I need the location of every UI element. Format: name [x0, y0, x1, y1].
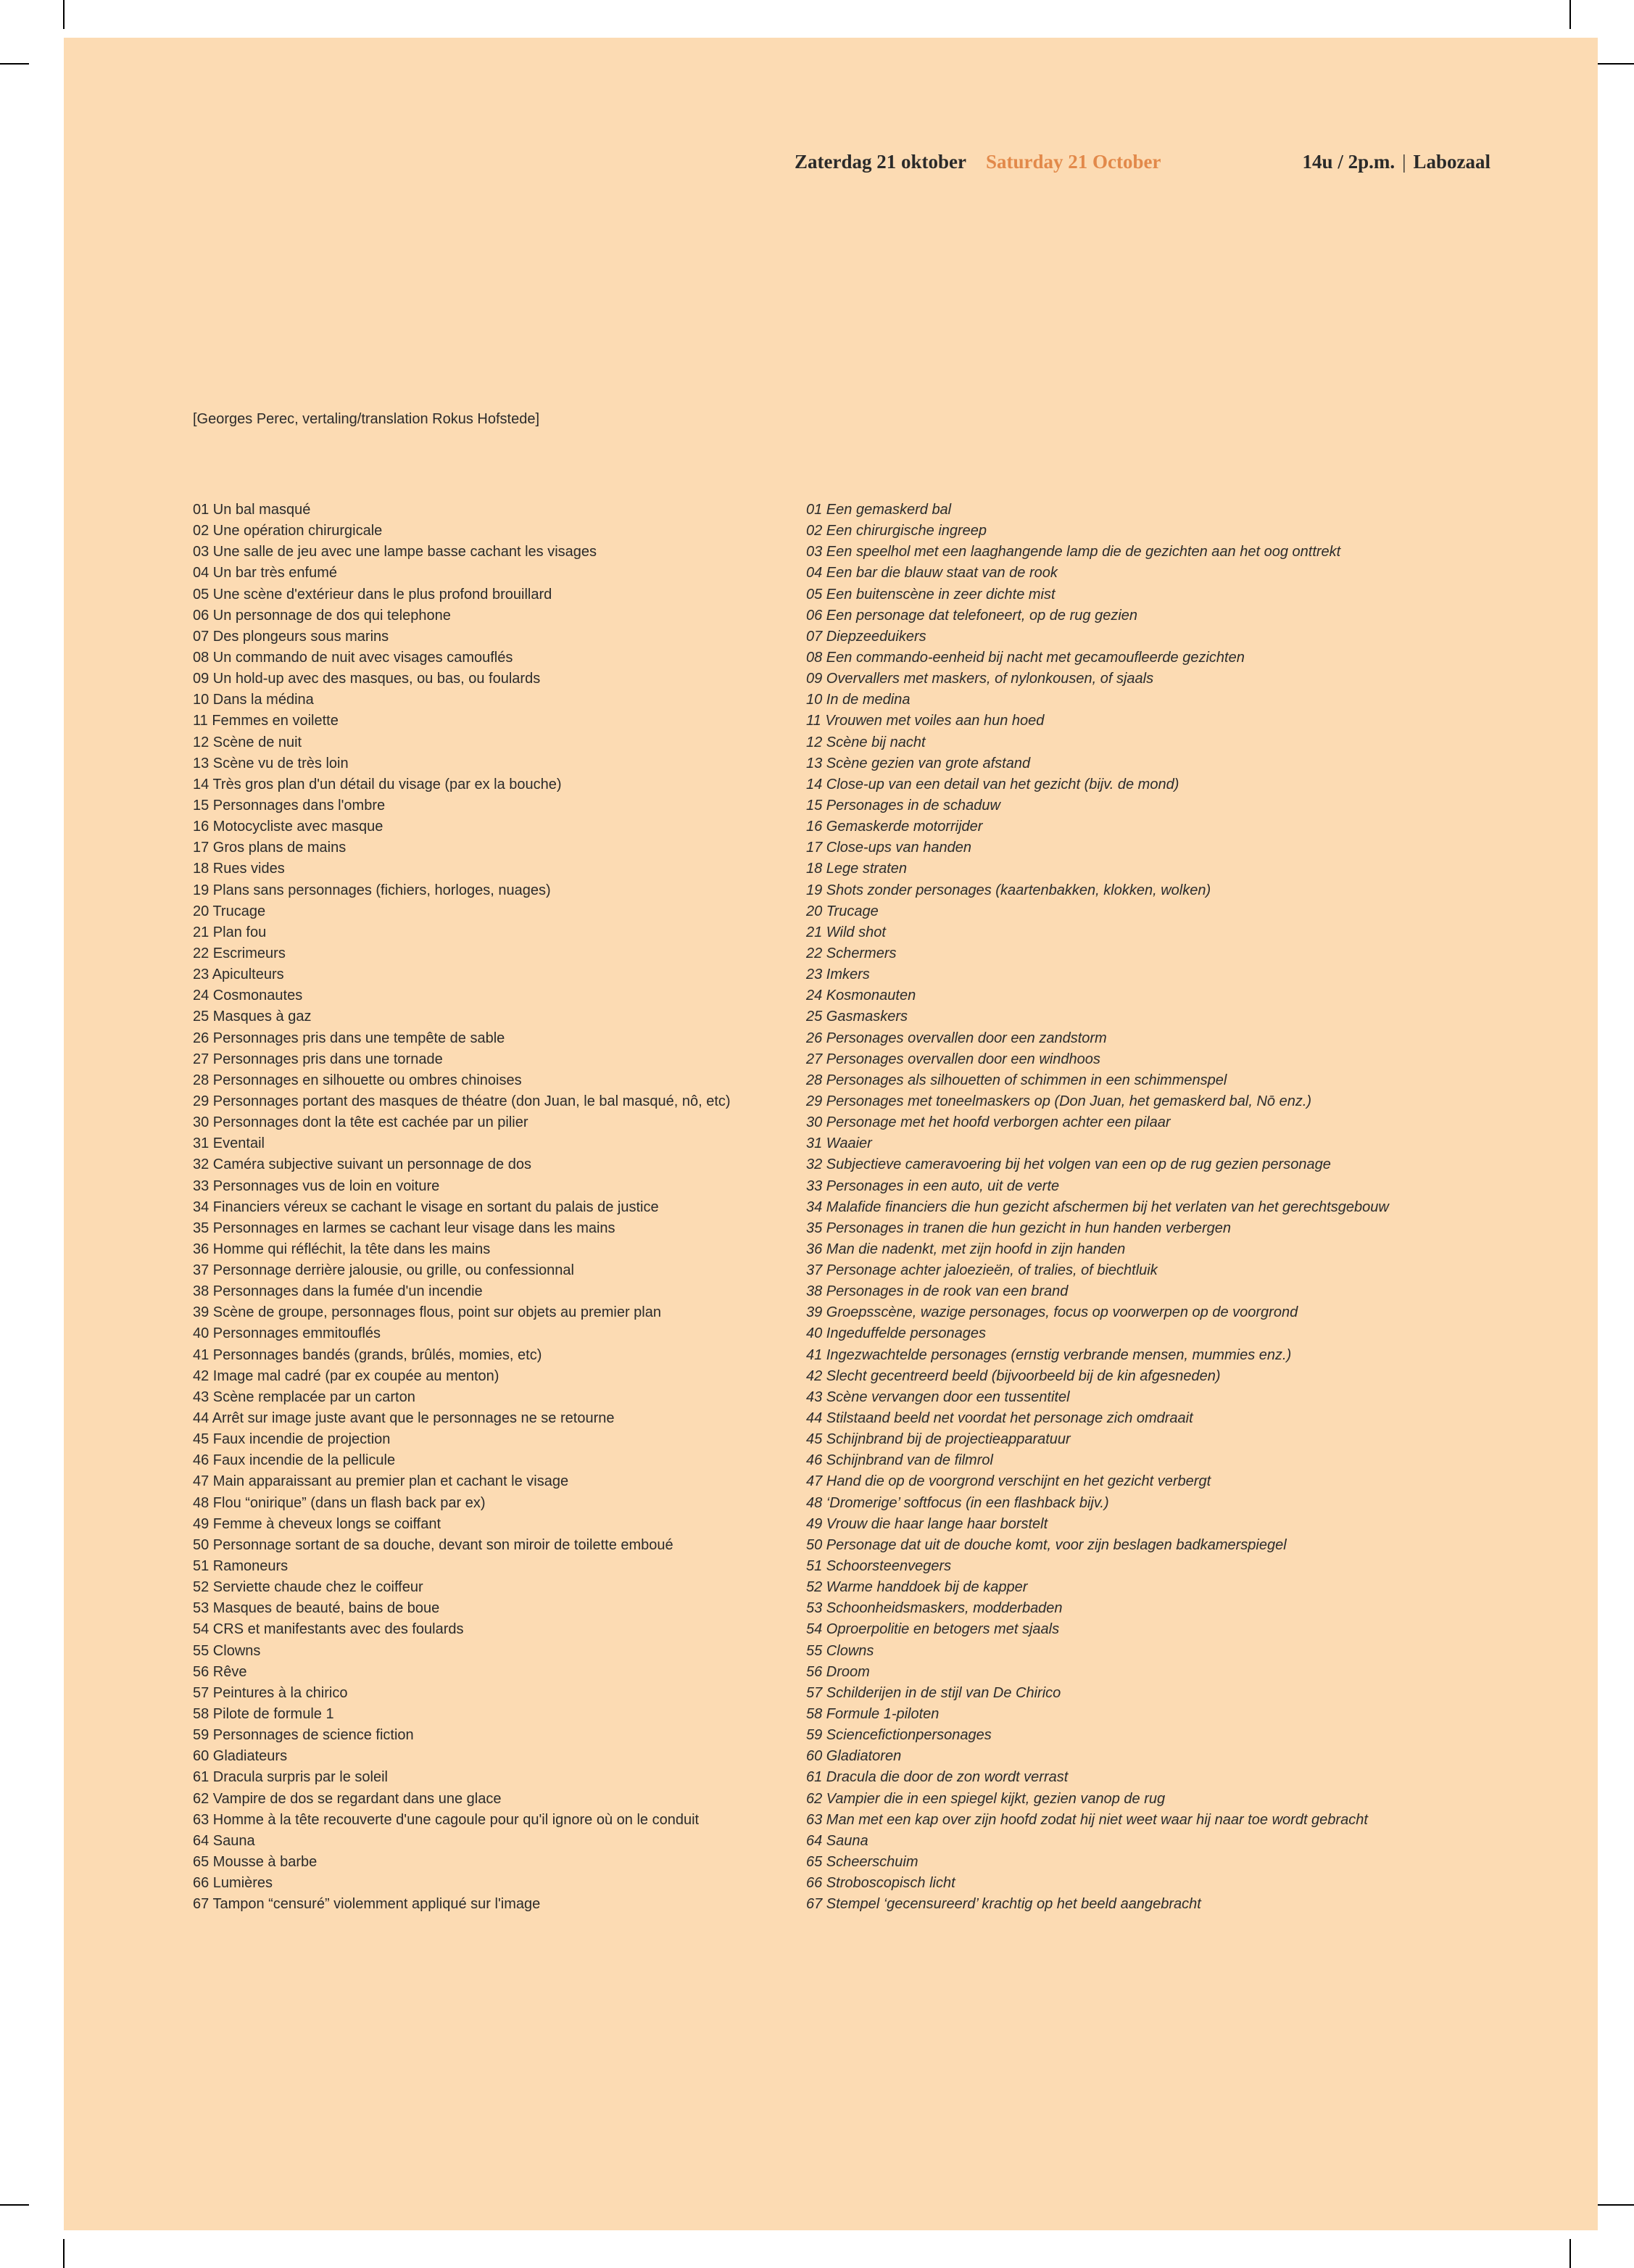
dutch-list-item: 50 Personage dat uit de douche komt, voor zijn beslagen badkamerspiegel [806, 1536, 1287, 1553]
dutch-list-item: 16 Gemaskerde motorrijder [806, 819, 983, 835]
dutch-list-item: 32 Subjectieve cameravoering bij het volgen van een op de rug gezien personage [806, 1156, 1331, 1173]
french-list-item: 57 Peintures à la chirico [193, 1684, 348, 1701]
french-list-item: 59 Personnages de science fiction [193, 1727, 414, 1744]
date-dutch: Zaterdag 21 oktober [795, 151, 966, 173]
french-list-item: 60 Gladiateurs [193, 1748, 288, 1765]
french-list-item: 28 Personnages en silhouette ou ombres chinoises [193, 1072, 522, 1088]
dutch-list-item: 60 Gladiatoren [806, 1748, 902, 1765]
dutch-list-item: 06 Een personage dat telefoneert, op de rug gezien [806, 607, 1138, 624]
french-list-item: 34 Financiers véreux se cachant le visage en sortant du palais de justice [193, 1199, 659, 1215]
french-list-item: 32 Caméra subjective suivant un personnage de dos [193, 1156, 531, 1173]
french-list-item: 53 Masques de beauté, bains de boue [193, 1600, 440, 1617]
dutch-list-item: 31 Waaier [806, 1135, 872, 1152]
dutch-list-item: 27 Personages overvallen door een windhoos [806, 1051, 1100, 1067]
french-list-item: 03 Une salle de jeu avec une lampe basse cachant les visages [193, 544, 597, 560]
dutch-list-item: 17 Close-ups van handen [806, 840, 971, 856]
french-list-item: 24 Cosmonautes [193, 988, 303, 1004]
dutch-list-item: 15 Personages in de schaduw [806, 797, 1000, 814]
french-list-item: 52 Serviette chaude chez le coiffeur [193, 1579, 423, 1596]
dutch-list-item: 56 Droom [806, 1663, 870, 1680]
crop-mark-top-left-v [63, 0, 65, 29]
dutch-list-item: 04 Een bar die blauw staat van de rook [806, 565, 1058, 582]
french-list-item: 05 Une scène d'extérieur dans le plus profond brouillard [193, 586, 552, 603]
french-list-item: 17 Gros plans de mains [193, 840, 347, 856]
dutch-list-item: 36 Man die nadenkt, met zijn hoofd in zijn handen [806, 1241, 1126, 1257]
french-list-item: 14 Très gros plan d'un détail du visage (par ex la bouche) [193, 776, 562, 792]
french-list-item: 56 Rêve [193, 1663, 247, 1680]
dutch-list-item: 33 Personages in een auto, uit de verte [806, 1178, 1060, 1194]
dutch-list-item: 52 Warme handdoek bij de kapper [806, 1579, 1028, 1596]
dutch-list-item: 44 Stilstaand beeld net voordat het personage zich omdraait [806, 1410, 1193, 1427]
french-list-item: 58 Pilote de formule 1 [193, 1706, 334, 1723]
french-list-item: 64 Sauna [193, 1832, 255, 1849]
french-list-item: 15 Personnages dans l'ombre [193, 797, 386, 814]
french-list-item: 31 Eventail [193, 1135, 265, 1152]
dutch-list-item: 10 In de medina [806, 692, 911, 708]
dutch-list-item: 11 Vrouwen met voiles aan hun hoed [806, 713, 1045, 729]
crop-mark-bottom-right-h [1595, 2204, 1634, 2206]
dutch-list-item: 28 Personages als silhouetten of schimmen in een schimmenspel [806, 1072, 1227, 1088]
dutch-list-item: 13 Scène gezien van grote afstand [806, 755, 1031, 771]
dutch-list [806, 500, 1389, 1915]
crop-mark-top-right-h [1595, 63, 1634, 65]
french-list-item: 12 Scène de nuit [193, 734, 302, 750]
dutch-list-item: 38 Personages in de rook van een brand [806, 1283, 1069, 1300]
time-venue [1303, 151, 1490, 173]
dutch-list-item: 08 Een commando-eenheid bij nacht met gecamoufleerde gezichten [806, 649, 1245, 666]
french-list-item: 51 Ramoneurs [193, 1558, 289, 1575]
dutch-list-item: 01 Een gemaskerd bal [806, 502, 952, 518]
french-list-item: 27 Personnages pris dans une tornade [193, 1051, 443, 1067]
french-list-item: 50 Personnage sortant de sa douche, devant son miroir de toilette emboué [193, 1536, 673, 1553]
french-list-item: 39 Scène de groupe, personnages flous, point sur objets au premier plan [193, 1304, 661, 1321]
dutch-list-item: 37 Personage achter jaloezieën, of tralies, of biechtluik [806, 1262, 1158, 1279]
french-list-item: 10 Dans la médina [193, 692, 314, 708]
dutch-list-item: 26 Personages overvallen door een zandstorm [806, 1030, 1107, 1046]
dutch-list-item: 42 Slecht gecentreerd beeld (bijvoorbeeld bij de kin afgesneden) [806, 1367, 1221, 1384]
dutch-list-item: 67 Stempel ‘gecensureerd’ krachtig op het beeld aangebracht [806, 1896, 1201, 1913]
french-list-item: 35 Personnages en larmes se cachant leur visage dans les mains [193, 1220, 615, 1236]
event-header [795, 151, 1490, 180]
dutch-list-item: 29 Personages met toneelmaskers op (Don Juan, het gemaskerd bal, Nō enz.) [806, 1093, 1312, 1109]
french-list-item: 25 Masques à gaz [193, 1009, 312, 1025]
crop-mark-bottom-left-h [0, 2204, 29, 2206]
dutch-list-item: 21 Wild shot [806, 924, 886, 940]
dutch-list-item: 55 Clowns [806, 1642, 874, 1659]
dutch-list-item: 64 Sauna [806, 1832, 868, 1849]
event-time: 14u / 2p.m. [1302, 151, 1395, 173]
crop-mark-top-left-h [0, 63, 29, 65]
french-list-item: 11 Femmes en voilette [193, 713, 339, 729]
dutch-list-item: 61 Dracula die door de zon wordt verrast [806, 1769, 1069, 1786]
crop-mark-top-right-v [1569, 0, 1571, 29]
french-list-item: 26 Personnages pris dans une tempête de sable [193, 1030, 505, 1046]
french-list-item: 08 Un commando de nuit avec visages camouflés [193, 649, 513, 666]
dutch-list-item: 49 Vrouw die haar lange haar borstelt [806, 1515, 1048, 1532]
dutch-list-item: 22 Schermers [806, 945, 897, 961]
dutch-list-item: 23 Imkers [806, 967, 870, 983]
french-list-item: 21 Plan fou [193, 924, 267, 940]
dutch-list-item: 12 Scène bij nacht [806, 734, 926, 750]
dutch-list-item: 39 Groepsscène, wazige personages, focus op voorwerpen op de voorgrond [806, 1304, 1298, 1321]
dutch-list-item: 48 ‘Dromerige’ softfocus (in een flashback bijv.) [806, 1494, 1109, 1511]
dutch-list-item: 30 Personage met het hoofd verborgen achter een pilaar [806, 1114, 1171, 1131]
french-list-item: 45 Faux incendie de projection [193, 1431, 391, 1448]
french-list-item: 44 Arrêt sur image juste avant que le personnages ne se retourne [193, 1410, 615, 1427]
dutch-list-item: 41 Ingezwachtelde personages (ernstig verbrande mensen, mummies enz.) [806, 1346, 1292, 1363]
dutch-list-item: 54 Oproerpolitie en betogers met sjaals [806, 1621, 1060, 1638]
french-list-item: 63 Homme à la tête recouverte d'une cagoule pour qu'il ignore où on le conduit [193, 1811, 700, 1828]
french-list-item: 07 Des plongeurs sous marins [193, 628, 389, 645]
french-list-item: 38 Personnages dans la fumée d'un incendie [193, 1283, 483, 1300]
french-list-item: 06 Un personnage de dos qui telephone [193, 607, 451, 624]
dutch-list-item: 24 Kosmonauten [806, 988, 916, 1004]
event-venue: Labozaal [1413, 151, 1490, 173]
french-list-item: 23 Apiculteurs [193, 967, 284, 983]
dutch-list-item: 25 Gasmaskers [806, 1009, 908, 1025]
french-list-item: 55 Clowns [193, 1642, 261, 1659]
french-list-item: 04 Un bar très enfumé [193, 565, 337, 582]
dutch-list-item: 19 Shots zonder personages (kaartenbakken, klokken, wolken) [806, 882, 1211, 898]
french-list-item: 20 Trucage [193, 903, 266, 919]
dutch-list-item: 02 Een chirurgische ingreep [806, 523, 987, 539]
dutch-list-item: 46 Schijnbrand van de filmrol [806, 1452, 993, 1469]
dutch-list-item: 20 Trucage [806, 903, 879, 919]
french-list-item: 36 Homme qui réfléchit, la tête dans les mains [193, 1241, 491, 1257]
dutch-list-item: 18 Lege straten [806, 861, 907, 877]
french-list-item: 40 Personnages emmitouflés [193, 1325, 381, 1342]
dutch-list-item: 65 Scheerschuim [806, 1854, 918, 1870]
crop-mark-bottom-right-v [1569, 2239, 1571, 2268]
french-list-item: 43 Scène remplacée par un carton [193, 1388, 415, 1405]
dutch-list-item: 07 Diepzeeduikers [806, 628, 926, 645]
french-list-item: 30 Personnages dont la tête est cachée par un pilier [193, 1114, 528, 1131]
french-list-item: 09 Un hold-up avec des masques, ou bas, ou foulards [193, 671, 541, 687]
dutch-list-item: 51 Schoorsteenvegers [806, 1558, 952, 1575]
french-list-item: 19 Plans sans personnages (fichiers, horloges, nuages) [193, 882, 551, 898]
dutch-list-item: 59 Sciencefictionpersonages [806, 1727, 992, 1744]
french-list-item: 47 Main apparaissant au premier plan et cachant le visage [193, 1473, 569, 1490]
french-list-item: 16 Motocycliste avec masque [193, 819, 383, 835]
dutch-list-item: 45 Schijnbrand bij de projectieapparatuur [806, 1431, 1071, 1448]
french-list-item: 33 Personnages vus de loin en voiture [193, 1178, 440, 1194]
dutch-list-item: 14 Close-up van een detail van het gezicht (bijv. de mond) [806, 776, 1179, 792]
french-list-item: 62 Vampire de dos se regardant dans une glace [193, 1790, 502, 1807]
french-list-item: 65 Mousse à barbe [193, 1854, 318, 1870]
dutch-list-item: 63 Man met een kap over zijn hoofd zodat hij niet weet waar hij naar toe wordt gebracht [806, 1811, 1368, 1828]
dutch-list-item: 09 Overvallers met maskers, of nylonkousen, of sjaals [806, 671, 1154, 687]
translation-credit: [Georges Perec, vertaling/translation Rokus Hofstede] [193, 411, 540, 427]
french-list-item: 18 Rues vides [193, 861, 285, 877]
french-list-item: 67 Tampon “censuré” violemment appliqué sur l'image [193, 1896, 541, 1913]
french-list-item: 49 Femme à cheveux longs se coiffant [193, 1515, 441, 1532]
french-list-item: 41 Personnages bandés (grands, brûlés, momies, etc) [193, 1346, 542, 1363]
header-separator: | [1402, 151, 1406, 173]
french-list-item: 13 Scène vu de très loin [193, 755, 349, 771]
dutch-list-item: 03 Een speelhol met een laaghangende lamp die de gezichten aan het oog onttrekt [806, 544, 1341, 560]
dutch-list-item: 34 Malafide financiers die hun gezicht afschermen bij het verlaten van het gerechtsgebouw [806, 1199, 1389, 1215]
dutch-list-item: 66 Stroboscopisch licht [806, 1875, 955, 1892]
french-list-item: 54 CRS et manifestants avec des foulards [193, 1621, 464, 1638]
dutch-list-item: 47 Hand die op de voorgrond verschijnt en het gezicht verbergt [806, 1473, 1211, 1490]
date-english: Saturday 21 October [986, 151, 1161, 173]
french-list-item: 02 Une opération chirurgicale [193, 523, 383, 539]
dutch-list-item: 58 Formule 1-piloten [806, 1706, 940, 1723]
french-list-item: 46 Faux incendie de la pellicule [193, 1452, 396, 1469]
french-list-item: 48 Flou “onirique” (dans un flash back par ex) [193, 1494, 486, 1511]
french-list-item: 01 Un bal masqué [193, 502, 311, 518]
french-list-item: 66 Lumières [193, 1875, 273, 1892]
french-list-item: 42 Image mal cadré (par ex coupée au menton) [193, 1367, 499, 1384]
dutch-list-item: 05 Een buitenscène in zeer dichte mist [806, 586, 1056, 603]
dutch-list-item: 53 Schoonheidsmaskers, modderbaden [806, 1600, 1063, 1617]
dutch-list-item: 57 Schilderijen in de stijl van De Chirico [806, 1684, 1061, 1701]
french-list-item: 29 Personnages portant des masques de théatre (don Juan, le bal masqué, nô, etc) [193, 1093, 731, 1109]
dutch-list-item: 62 Vampier die in een spiegel kijkt, gezien vanop de rug [806, 1790, 1166, 1807]
crop-mark-bottom-left-v [63, 2239, 65, 2268]
dutch-list-item: 35 Personages in tranen die hun gezicht in hun handen verbergen [806, 1220, 1231, 1236]
french-list-item: 22 Escrimeurs [193, 945, 286, 961]
dutch-list-item: 43 Scène vervangen door een tussentitel [806, 1388, 1070, 1405]
french-list-item: 61 Dracula surpris par le soleil [193, 1769, 389, 1786]
french-list [193, 500, 731, 1915]
french-list-item: 37 Personnage derrière jalousie, ou grille, ou confessionnal [193, 1262, 574, 1279]
dutch-list-item: 40 Ingeduffelde personages [806, 1325, 986, 1342]
